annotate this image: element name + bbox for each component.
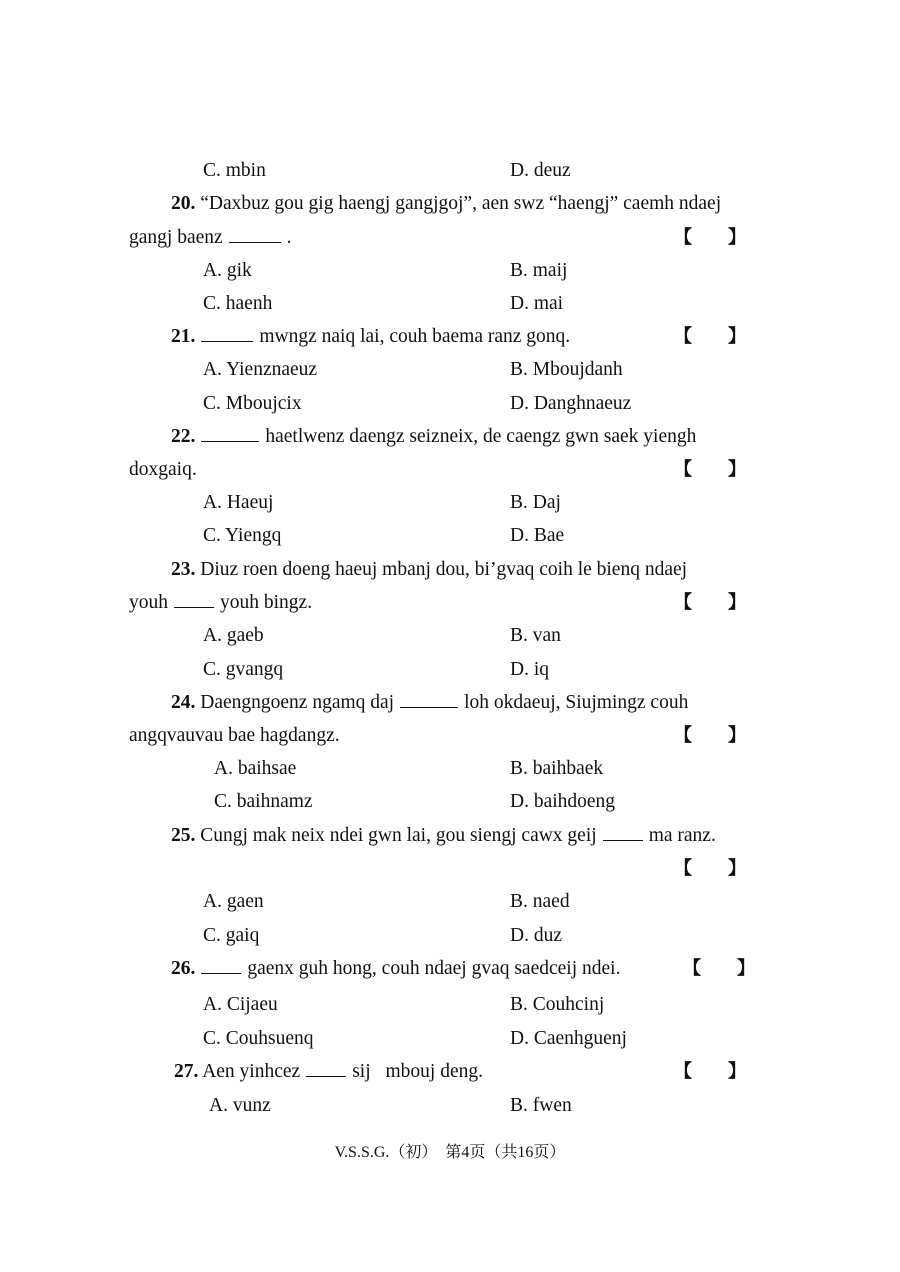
q25-answer-bracket[interactable]: 【 】 (674, 858, 746, 879)
q26-option-a: A. Cijaeu (203, 994, 278, 1015)
q21-answer-bracket[interactable]: 【 】 (674, 326, 746, 347)
q26-number: 26. (171, 958, 196, 979)
q26-option-d: D. Caenhguenj (510, 1028, 627, 1049)
page-footer: V.S.S.G.（初） 第4页（共16页） (334, 1144, 566, 1161)
q24-number: 24. (171, 692, 196, 713)
q22-text-1: haetlwenz daengz seizneix, de caengz gwn saek yiengh (265, 426, 697, 447)
q22-stem-line2: doxgaiq. (129, 459, 197, 480)
q21-option-b: B. Mboujdanh (510, 359, 623, 380)
q27-option-a: A. vunz (209, 1095, 271, 1116)
q20-stem-line1 (171, 192, 721, 216)
q27-option-b: B. fwen (510, 1095, 572, 1116)
q21-number: 21. (171, 326, 196, 347)
q27-number: 27. (174, 1061, 199, 1082)
q26-answer-bracket[interactable]: 【 】 (683, 958, 755, 979)
q20-number: 20. (171, 193, 196, 214)
q24-option-c: C. baihnamz (214, 791, 313, 812)
q27-blank[interactable] (306, 1060, 346, 1077)
q25-number: 25. (171, 825, 196, 846)
q22-option-a: A. Haeuj (203, 492, 274, 513)
q23-blank[interactable] (174, 591, 214, 608)
q24-option-d: D. baihdoeng (510, 791, 616, 812)
q20-blank[interactable] (229, 226, 281, 243)
q23-text-2b: youh bingz. (220, 592, 313, 613)
q26-text: gaenx guh hong, couh ndaej gvaq saedceij ndei. (247, 958, 621, 979)
q22-stem-line1 (171, 425, 696, 449)
q26-stem (171, 957, 620, 981)
q23-number: 23. (171, 559, 196, 580)
q23-option-a: A. gaeb (203, 625, 264, 646)
q24-text-1a: Daengngoenz ngamq daj (200, 692, 395, 713)
q21-option-c: C. Mboujcix (203, 393, 302, 414)
q27-stem (174, 1060, 483, 1084)
q24-answer-bracket[interactable]: 【 】 (674, 725, 746, 746)
q24-stem-line1 (171, 691, 688, 715)
q20-text-2b: . (286, 227, 292, 248)
q21-option-a: A. Yienznaeuz (203, 359, 318, 380)
q20-option-d: D. mai (510, 293, 564, 314)
q27-answer-bracket[interactable]: 【 】 (674, 1061, 746, 1082)
q20-option-b: B. maij (510, 260, 568, 281)
q22-option-b: B. Daj (510, 492, 561, 513)
q26-blank[interactable] (201, 957, 241, 974)
q20-answer-bracket[interactable]: 【 】 (674, 227, 746, 248)
q20-option-c: C. haenh (203, 293, 273, 314)
q20-text-2a: gangj baenz (129, 227, 223, 248)
q25-stem (171, 824, 716, 848)
q25-text-1b: ma ranz. (648, 825, 716, 846)
q20-stem-line2 (129, 226, 292, 250)
q23-text-2a: youh (129, 592, 168, 613)
q22-answer-bracket[interactable]: 【 】 (674, 459, 746, 480)
q24-text-1b: loh okdaeuj, Siujmingz couh (464, 692, 689, 713)
q19-option-c: C. mbin (203, 160, 266, 181)
q27-text-1a: Aen yinhcez (202, 1061, 301, 1082)
q23-answer-bracket[interactable]: 【 】 (674, 592, 746, 613)
q22-number: 22. (171, 426, 196, 447)
q21-stem (171, 325, 570, 349)
q20-option-a: A. gik (203, 260, 252, 281)
q25-text-1a: Cungj mak neix ndei gwn lai, gou siengj cawx geij (200, 825, 597, 846)
q25-option-c: C. gaiq (203, 925, 260, 946)
q27-text-1c: mbouj deng. (385, 1061, 483, 1082)
q24-stem-line2: angqvauvau bae hagdangz. (129, 725, 340, 746)
q21-option-d: D. Danghnaeuz (510, 393, 632, 414)
q24-option-a: A. baihsae (214, 758, 297, 779)
q22-blank[interactable] (201, 425, 259, 442)
q23-option-b: B. van (510, 625, 561, 646)
q22-option-d: D. Bae (510, 525, 565, 546)
q19-option-d: D. deuz (510, 160, 571, 181)
q26-option-c: C. Couhsuenq (203, 1028, 314, 1049)
q23-stem-line2 (129, 591, 312, 615)
q26-option-b: B. Couhcinj (510, 994, 605, 1015)
q25-blank[interactable] (603, 824, 643, 841)
q23-stem-line1 (171, 558, 687, 582)
q27-text-1b: sij (352, 1061, 371, 1082)
q24-blank[interactable] (400, 691, 458, 708)
q25-option-b: B. naed (510, 891, 570, 912)
q23-option-c: C. gvangq (203, 659, 284, 680)
q25-option-d: D. duz (510, 925, 562, 946)
q22-option-c: C. Yiengq (203, 525, 282, 546)
q25-option-a: A. gaen (203, 891, 264, 912)
q21-blank[interactable] (201, 325, 253, 342)
q23-text-1: Diuz roen doeng haeuj mbanj dou, bi’gvaq coih le bienq ndaej (200, 559, 688, 580)
q20-text-1: “Daxbuz gou gig haengj gangjgoj”, aen swz “haengj” caemh ndaej (200, 193, 722, 214)
q21-text: mwngz naiq lai, couh baema ranz gonq. (259, 326, 571, 347)
q23-option-d: D. iq (510, 659, 549, 680)
q24-option-b: B. baihbaek (510, 758, 604, 779)
